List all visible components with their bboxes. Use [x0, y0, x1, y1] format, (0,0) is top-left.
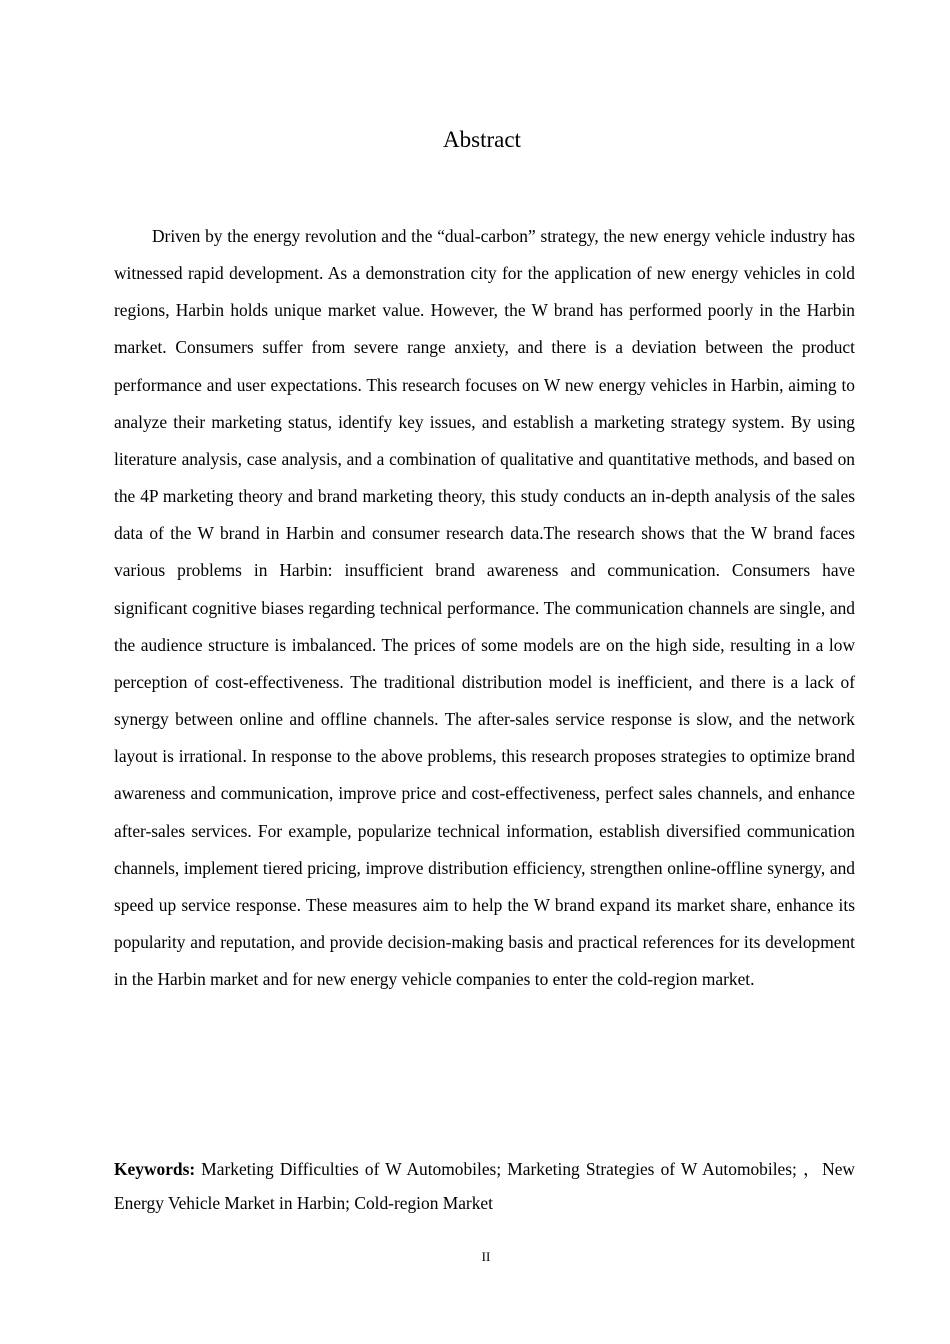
- abstract-body: Driven by the energy revolution and the “dual-carbon” strategy, the new energy vehicle industry has witnessed rapid development. As a demonstration city for the application of new energy vehicles in cold regions, Harbin holds unique market value. However, the W brand has performed poorly in the Harbin market. Consumers suffer from severe range anxiety, and there is a deviation between the product performance and user expectations. This research focuses on W new energy vehicles in Harbin, aiming to analyze their marketing status, identify key issues, and establish a marketing strategy system. By using literature analysis, case analysis, and a combination of qualitative and quantitative methods, and based on the 4P marketing theory and brand marketing theory, this study conducts an in-depth analysis of the sales data of the W brand in Harbin and consumer research data.The research shows that the W brand faces various problems in Harbin: insufficient brand awareness and communication. Consumers have significant cognitive biases regarding technical performance. The communication channels are single, and the audience structure is imbalanced. The prices of some models are on the high side, resulting in a low perception of cost-effectiveness. The traditional distribution model is inefficient, and there is a lack of synergy between online and offline channels. The after-sales service response is slow, and the network layout is irrational. In response to the above problems, this research proposes strategies to optimize brand awareness and communication, improve price and cost-effectiveness, perfect sales channels, and enhance after-sales services. For example, popularize technical information, establish diversified communication channels, implement tiered pricing, improve distribution efficiency, strengthen online-offline synergy, and speed up service response. These measures aim to help the W brand expand its market share, enhance its popularity and reputation, and provide decision-making basis and practical references for its development in the Harbin market and for new energy vehicle companies to enter the cold-region market.: [114, 226, 855, 990]
- keywords-paragraph: [114, 1152, 855, 1220]
- page-number: II: [481, 1249, 491, 1264]
- abstract-title: Abstract: [443, 127, 521, 152]
- keywords-label: Keywords:: [114, 1159, 196, 1179]
- keywords-text: Marketing Difficulties of W Automobiles; Marketing Strategies of W Automobiles; ，New Energy Vehicle Market in Harbin; Cold-region Market: [114, 1159, 855, 1213]
